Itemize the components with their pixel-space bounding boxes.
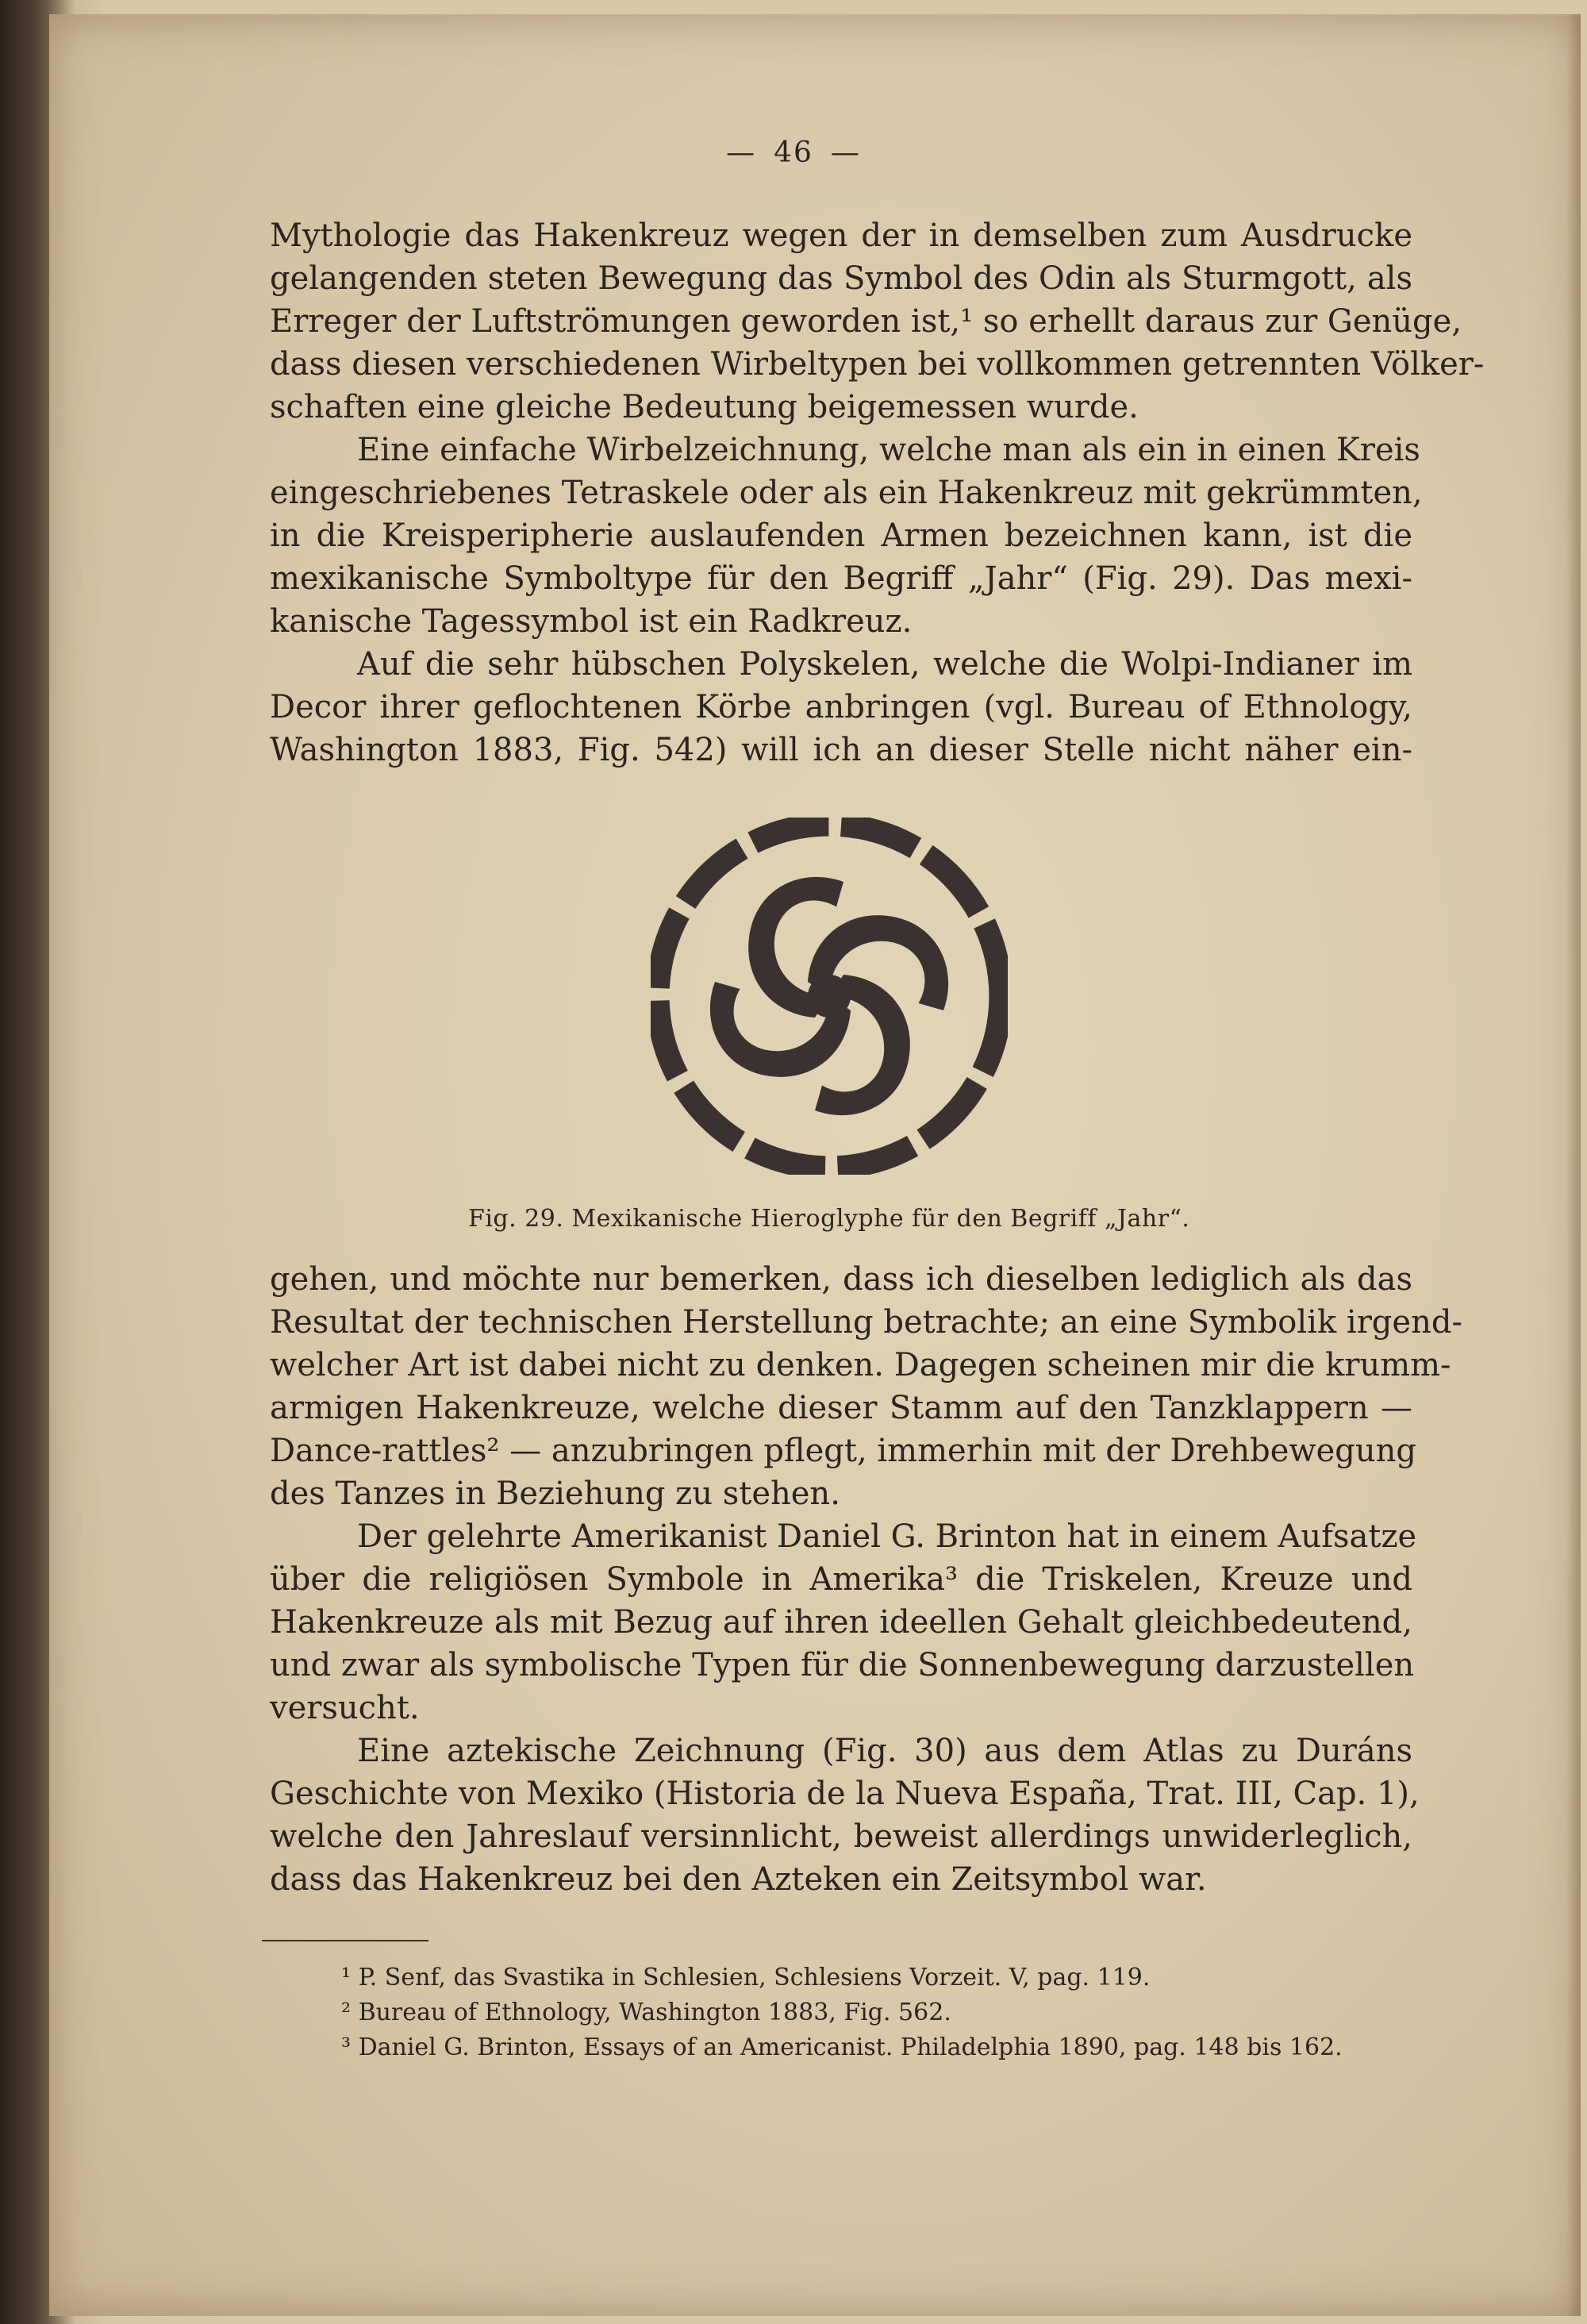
text-line: Der gelehrte Amerikanist Daniel G. Brinton hat in einem Aufsatze <box>357 1518 1417 1555</box>
body-text-top <box>270 214 1485 771</box>
text-line: über die religiösen Symbole in Amerika³ die Triskelen, Kreuze und <box>270 1561 1412 1598</box>
page-edge-shadow <box>1566 14 1581 2316</box>
text-line: des Tanzes in Beziehung zu stehen. <box>270 1476 840 1512</box>
text-line: versucht. <box>270 1690 420 1726</box>
curved-arm-swastika-icon <box>651 818 1008 1175</box>
paragraph <box>270 1515 1417 1730</box>
text-line: in die Kreisperipherie auslaufenden Armen bezeichnen kann, ist die <box>270 518 1412 554</box>
text-line: kanische Tagessymbol ist ein Radkreuz. <box>270 603 913 640</box>
page-number: — 46 — <box>726 137 861 169</box>
text-line: eingeschriebenes Tetraskele oder als ein Hakenkreuz mit gekrümmten, <box>270 475 1423 511</box>
footnote-1: ¹ P. Senf, das Svastika in Schlesien, Schlesiens Vorzeit. V, pag. 119. <box>341 1964 1151 1991</box>
text-line: Mythologie das Hakenkreuz wegen der in demselben zum Ausdrucke <box>270 217 1412 254</box>
figure-caption: Fig. 29. Mexikanische Hieroglyphe für den Begriff „Jahr“. <box>468 1205 1190 1233</box>
text-line: welche den Jahreslauf versinnlicht, beweist allerdings unwiderleglich, <box>270 1818 1412 1855</box>
footnote-rule <box>262 1940 428 1941</box>
text-line: dass das Hakenkreuz bei den Azteken ein Zeitsymbol war. <box>270 1861 1207 1898</box>
text-line: Resultat der technischen Herstellung betrachte; an eine Symbolik irgend- <box>270 1304 1462 1341</box>
body-text-bottom <box>270 1258 1462 1901</box>
footnotes <box>341 1960 1452 2065</box>
text-line: mexikanische Symboltype für den Begriff „Jahr“ (Fig. 29). Das mexi- <box>270 560 1412 597</box>
text-line: armigen Hakenkreuze, welche dieser Stamm auf den Tanzklappern — <box>270 1390 1412 1426</box>
text-line: Hakenkreuze als mit Bezug auf ihren ideellen Gehalt gleichbedeutend, <box>270 1604 1412 1641</box>
text-line: Erreger der Luftströmungen geworden ist,¹ so erhellt daraus zur Genüge, <box>270 303 1462 340</box>
footnote-3: ³ Daniel G. Brinton, Essays of an Americanist. Philadelphia 1890, pag. 148 bis 162. <box>341 2034 1343 2061</box>
text-line: dass diesen verschiedenen Wirbeltypen bei vollkommen getrennten Völker- <box>270 346 1485 383</box>
paragraph <box>270 1730 1420 1901</box>
text-line: schaften eine gleiche Bedeutung beigemessen wurde. <box>270 389 1139 425</box>
text-line: Eine aztekische Zeichnung (Fig. 30) aus dem Atlas zu Duráns <box>357 1733 1412 1769</box>
paragraph <box>270 214 1485 429</box>
paragraph <box>270 643 1412 771</box>
text-line: und zwar als symbolische Typen für die Sonnenbewegung darzustellen <box>270 1647 1415 1683</box>
text-line: Dance-rattles² — anzubringen pflegt, immerhin mit der Drehbewegung <box>270 1433 1417 1469</box>
text-line: gehen, und möchte nur bemerken, dass ich dieselben lediglich als das <box>270 1261 1412 1298</box>
text-line: welcher Art ist dabei nicht zu denken. Dagegen scheinen mir die krumm- <box>270 1347 1451 1383</box>
figure-29 <box>651 818 1008 1175</box>
text-line: Eine einfache Wirbelzeichnung, welche man als ein in einen Kreis <box>357 432 1420 468</box>
text-line: gelangenden steten Bewegung das Symbol des Odin als Sturmgott, als <box>270 260 1412 297</box>
page-number-value: 46 <box>774 137 813 169</box>
footnote-2: ² Bureau of Ethnology, Washington 1883, Fig. 562. <box>341 1999 951 2026</box>
text-line: Decor ihrer geflochtenen Körbe anbringen (vgl. Bureau of Ethnology, <box>270 689 1412 725</box>
text-line: Auf die sehr hübschen Polyskelen, welche die Wolpi-Indianer im <box>357 646 1412 683</box>
text-line: Washington 1883, Fig. 542) will ich an dieser Stelle nicht näher ein- <box>270 732 1412 768</box>
paragraph <box>270 429 1423 643</box>
paragraph <box>270 1258 1462 1515</box>
text-line: Geschichte von Mexiko (Historia de la Nueva España, Trat. III, Cap. 1), <box>270 1776 1420 1812</box>
